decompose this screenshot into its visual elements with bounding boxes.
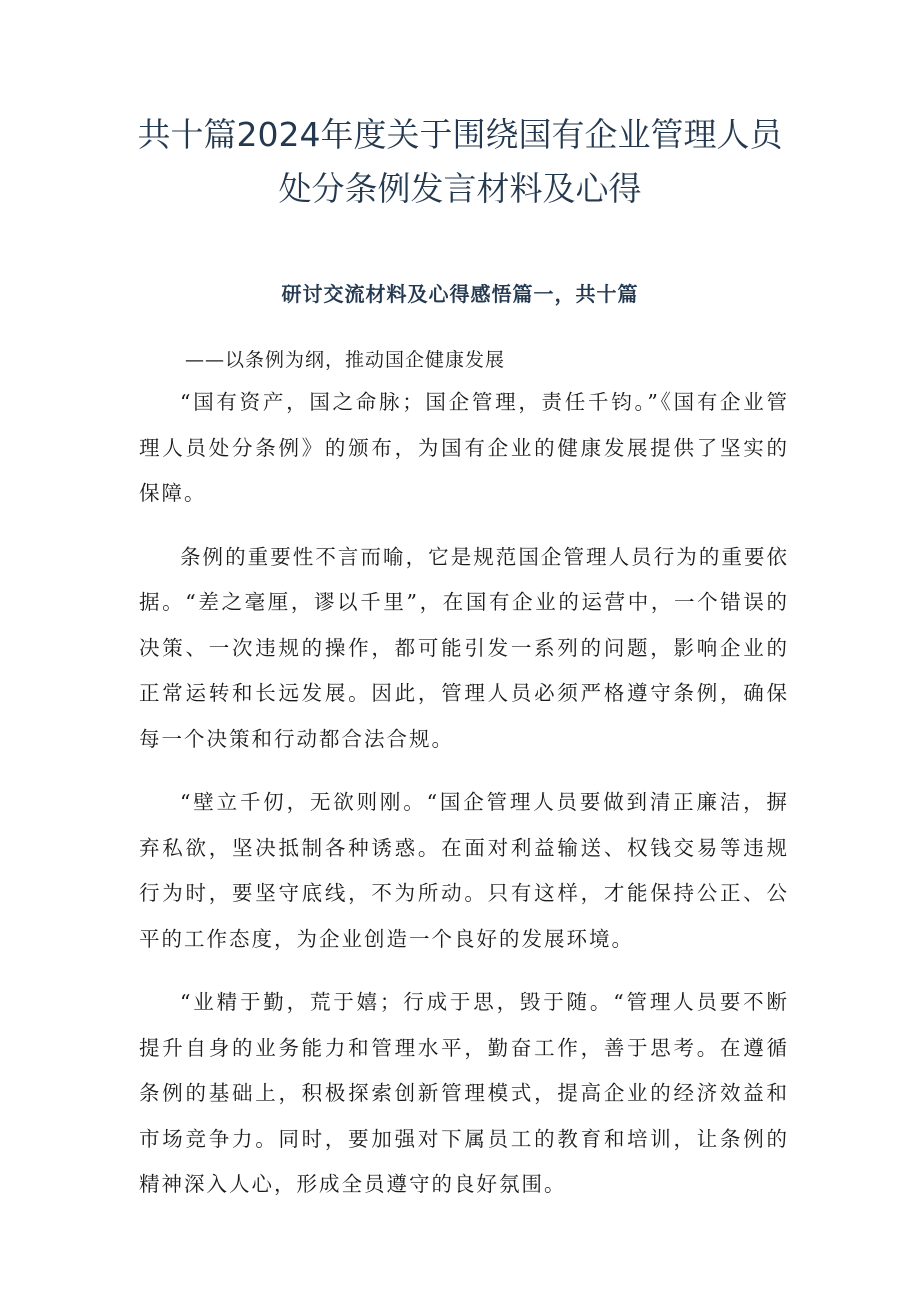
paragraph-1: “国有资产，国之命脉；国企管理，责任千钧。”《国有企业管理人员处分条例》的颁布，为国有企业的健康发展提供了坚实的保障。: [139, 390, 789, 505]
paragraph-2: 条例的重要性不言而喻，它是规范国企管理人员行为的重要依据。“差之毫厘，谬以千里”，在国有企业的运营中，一个错误的决策、一次违规的操作，都可能引发一系列的问题，影响企业的正常运转和长远发展。因此，管理人员必须严格遵守条例，确保每一个决策和行动都合法合规。: [139, 544, 789, 751]
document-title: 共十篇2024年度关于围绕国有企业管理人员处分条例发言材料及心得: [137, 115, 783, 208]
document-body: [139, 380, 789, 1226]
section-subtitle: 研讨交流材料及心得感悟篇一，共十篇: [281, 282, 639, 306]
paragraph-3: “壁立千仞，无欲则刚。“国企管理人员要做到清正廉洁，摒弃私欲，坚决抵制各种诱惑。在面对利益输送、权钱交易等违规行为时，要坚守底线，不为所动。只有这样，才能保持公正、公平的工作态度，为企业创造一个良好的发展环境。: [139, 790, 789, 951]
section-tagline: ——以条例为纲，推动国企健康发展: [185, 349, 506, 371]
paragraph-4: “业精于勤，荒于嬉；行成于思，毁于随。“管理人员要不断提升自身的业务能力和管理水平，勤奋工作，善于思考。在遵循条例的基础上，积极探索创新管理模式，提高企业的经济效益和市场竞争力。同时，要加强对下属员工的教育和培训，让条例的精神深入人心，形成全员遵守的良好氛围。: [139, 990, 789, 1196]
